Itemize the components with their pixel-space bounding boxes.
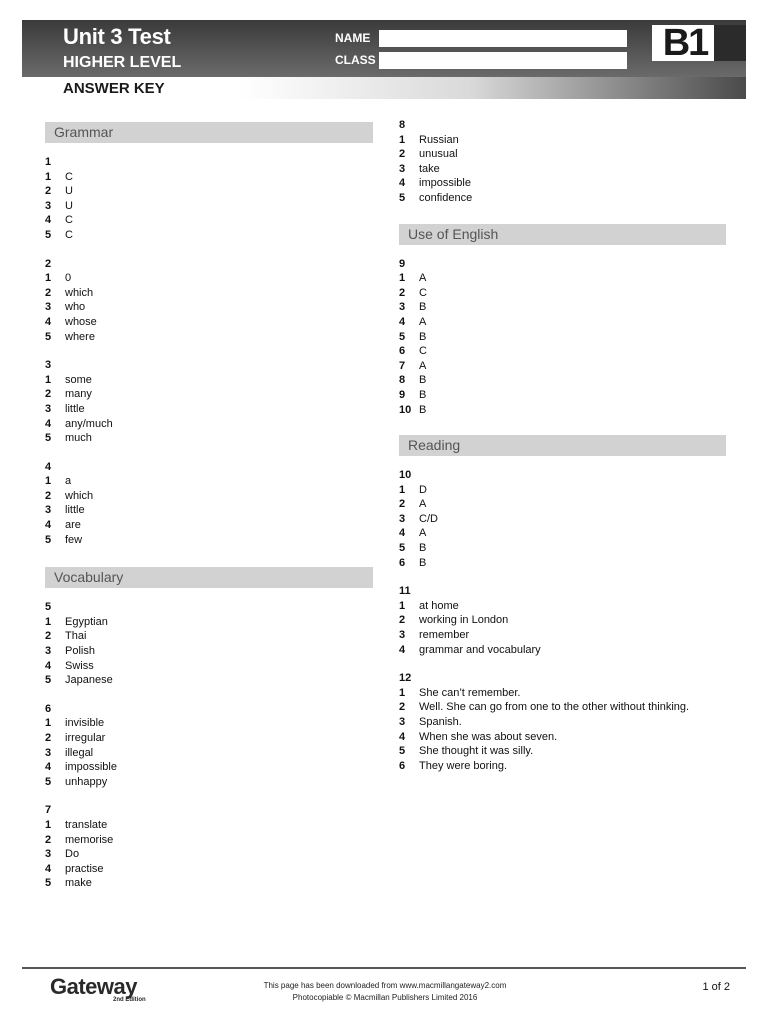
answer-item (399, 700, 726, 715)
class-field[interactable] (379, 52, 627, 69)
footer-rule (22, 967, 746, 969)
answer-item-number: 3 (45, 746, 52, 759)
vocabulary-exercises-left (45, 600, 373, 891)
answer-text: Polish (65, 645, 95, 658)
answer-item-number: 6 (399, 345, 406, 358)
answer-item (399, 628, 726, 643)
answer-text: C (65, 170, 73, 183)
answer-item (399, 730, 726, 745)
exercise-6 (45, 702, 373, 790)
exercise-4 (45, 460, 373, 548)
class-label: CLASS (335, 53, 376, 67)
answer-item-number: 5 (45, 533, 52, 546)
edition-label: 2nd Edition (113, 997, 146, 1003)
answer-item-number: 1 (45, 615, 52, 628)
exercise-8 (399, 118, 726, 206)
answer-text: A (419, 315, 427, 328)
answer-item (45, 775, 373, 790)
answer-item-number: 9 (399, 388, 406, 401)
answer-text: B (419, 542, 427, 555)
answer-item (45, 615, 373, 630)
answer-item (399, 300, 726, 315)
answer-item (399, 715, 726, 730)
answer-item-number: 4 (399, 643, 406, 656)
answer-text: which (65, 286, 94, 299)
answer-text: A (419, 527, 427, 540)
answer-item (45, 402, 373, 417)
grammar-section-title: Grammar (54, 124, 114, 140)
left-column (45, 118, 373, 905)
answer-text: Spanish. (419, 716, 462, 728)
answer-item (45, 387, 373, 402)
answer-item (45, 199, 373, 214)
answer-item (399, 147, 726, 162)
answer-item (45, 746, 373, 761)
answer-text: a (65, 475, 72, 488)
answer-item-number: 5 (399, 330, 406, 343)
answer-item-number: 2 (45, 732, 52, 744)
answer-item (399, 497, 726, 512)
answer-item (399, 686, 726, 701)
answer-item-number: 3 (399, 162, 406, 175)
answer-text: remember (419, 629, 470, 642)
answer-item-number: 3 (45, 848, 52, 861)
answer-item (45, 286, 373, 301)
answer-item (399, 403, 726, 418)
answer-text: C/D (419, 512, 438, 525)
exercise-number: 8 (399, 119, 406, 131)
use-of-english-section-title: Use of English (408, 225, 499, 242)
answer-item-number: 4 (399, 527, 406, 540)
answer-item-number: 2 (399, 148, 406, 161)
answer-item-number: 6 (399, 759, 406, 772)
exercise-9 (399, 257, 726, 418)
answer-item-number: 5 (399, 191, 406, 204)
answer-item-number: 2 (399, 701, 406, 714)
answer-item-number: 5 (45, 330, 52, 343)
exercise-number: 4 (45, 460, 52, 473)
answer-text: Well. She can go from one to the other without thinking. (419, 701, 690, 714)
name-field[interactable] (379, 30, 627, 47)
answer-text: are (65, 519, 81, 532)
answer-text: grammar and vocabulary (419, 643, 541, 656)
answer-item-number: 1 (45, 272, 52, 285)
vocabulary-section-bar (45, 567, 373, 588)
answer-item (45, 533, 373, 548)
answer-item-number: 5 (45, 674, 52, 687)
answer-text: Egyptian (65, 615, 108, 628)
answer-item-number: 3 (45, 301, 52, 314)
answer-text: D (419, 483, 427, 496)
answer-text: unusual (419, 148, 458, 161)
answer-text: A (419, 359, 427, 372)
answer-item-number: 10 (399, 403, 412, 416)
answer-item-number: 3 (45, 504, 52, 517)
answer-item-number: 2 (45, 388, 52, 401)
answer-item-number: 3 (399, 629, 406, 642)
answer-text: A (419, 498, 427, 511)
answer-item (45, 474, 373, 489)
exercise-10 (399, 468, 726, 570)
answer-text: memorise (65, 833, 114, 846)
answer-item-number: 1 (399, 599, 406, 612)
answer-text: irregular (65, 732, 106, 744)
answer-item (399, 643, 726, 658)
use-of-english-section-bar (399, 224, 726, 245)
answer-item (45, 184, 373, 199)
answer-item (45, 629, 373, 644)
answer-item (399, 759, 726, 774)
answer-item (399, 541, 726, 556)
answer-item (45, 330, 373, 345)
answer-item-number: 7 (399, 359, 406, 372)
answer-item-number: 2 (45, 489, 52, 502)
answer-item (399, 162, 726, 177)
answer-item-number: 3 (399, 716, 406, 728)
exercise-7 (45, 803, 373, 891)
exercise-number: 9 (399, 257, 406, 270)
answer-item-number: 1 (45, 373, 52, 386)
answer-text: who (65, 301, 86, 314)
answer-item-number: 1 (45, 170, 52, 183)
answer-item (399, 286, 726, 301)
answer-text: 0 (65, 272, 72, 285)
answer-item (45, 818, 373, 833)
answer-text: She thought it was silly. (419, 745, 534, 758)
answer-item (399, 271, 726, 286)
download-notice: This page has been downloaded from www.macmillangateway2.com (263, 981, 507, 990)
answer-item-number: 2 (45, 833, 52, 846)
answer-text: take (419, 162, 440, 175)
answer-item (45, 659, 373, 674)
answer-text: practise (65, 862, 104, 875)
answer-item (399, 483, 726, 498)
answer-item-number: 2 (399, 614, 406, 627)
answer-item (45, 315, 373, 330)
answer-item-number: 4 (399, 315, 406, 328)
exercise-11 (399, 584, 726, 657)
answer-text: Do (65, 848, 80, 861)
answer-text: Japanese (65, 674, 113, 687)
answer-text: C (65, 214, 73, 227)
answer-text: make (65, 877, 92, 890)
copyright-notice: Photocopiable © Macmillan Publishers Limited 2016 (292, 993, 478, 1002)
answer-item (45, 862, 373, 877)
answer-item-number: 5 (45, 228, 52, 241)
answer-item (45, 644, 373, 659)
answer-text: little (65, 402, 85, 415)
answer-item-number: 2 (399, 286, 406, 299)
answer-key-heading: ANSWER KEY (63, 80, 165, 97)
answer-item (45, 373, 373, 388)
answer-item-number: 4 (399, 730, 406, 743)
right-column (399, 118, 726, 787)
answer-item-number: 4 (45, 214, 52, 227)
use-of-english-exercises (399, 257, 726, 418)
answer-item-number: 5 (399, 745, 406, 758)
answer-item (399, 556, 726, 571)
answer-text: unhappy (65, 775, 108, 788)
exercise-5 (45, 600, 373, 688)
answer-item-number: 3 (399, 301, 406, 314)
level-badge-accent (714, 25, 746, 61)
answer-item-number: 4 (45, 761, 52, 774)
answer-text: She can’t remember. (419, 686, 521, 699)
reading-section-bar (399, 435, 726, 456)
answer-text: working in London (419, 614, 509, 627)
answer-item (45, 228, 373, 243)
answer-text: impossible (419, 177, 471, 190)
exercise-number: 10 (399, 469, 412, 482)
answer-text: illegal (65, 746, 94, 759)
answer-text: which (65, 489, 94, 502)
answer-item (45, 673, 373, 688)
answer-text: A (419, 272, 427, 285)
answer-text: some (65, 373, 92, 386)
answer-item-number: 4 (45, 659, 52, 672)
answer-text: few (65, 533, 83, 546)
answer-item (45, 170, 373, 185)
answer-item (45, 716, 373, 731)
vocabulary-section-title: Vocabulary (54, 569, 124, 586)
answer-item (45, 489, 373, 504)
answer-text: Thai (65, 630, 87, 643)
answer-item (45, 760, 373, 775)
answer-item (399, 373, 726, 388)
answer-item (399, 599, 726, 614)
answer-text: U (65, 199, 73, 212)
answer-item (45, 833, 373, 848)
answer-item (45, 847, 373, 862)
answer-item-number: 3 (399, 512, 406, 525)
answer-item-number: 4 (399, 177, 406, 190)
answer-item (45, 213, 373, 228)
exercise-3 (45, 358, 373, 446)
answer-item-number: 1 (399, 133, 406, 146)
answer-text: B (419, 330, 427, 343)
exercise-number: 11 (399, 585, 411, 598)
answer-item-number: 2 (45, 286, 52, 299)
answer-text: impossible (65, 761, 117, 774)
grammar-exercises (45, 155, 373, 547)
level-title: HIGHER LEVEL (63, 54, 182, 71)
answer-item-number: 5 (45, 775, 52, 788)
answer-item-number: 1 (45, 818, 52, 831)
answer-text: invisible (65, 717, 105, 730)
answer-text: confidence (419, 191, 473, 204)
answer-text: They were boring. (419, 759, 508, 772)
answer-text: at home (419, 599, 459, 612)
answer-item-number: 2 (399, 498, 406, 511)
answer-item (399, 613, 726, 628)
answer-text: U (65, 185, 73, 198)
answer-item (399, 344, 726, 359)
exercise-number: 12 (399, 672, 412, 685)
answer-item-number: 4 (45, 519, 52, 532)
answer-text: B (419, 301, 427, 314)
exercise-number: 3 (45, 359, 52, 372)
answer-item-number: 5 (45, 877, 52, 890)
answer-item (45, 876, 373, 891)
gateway-logo: Gateway (50, 974, 137, 999)
answer-text: Swiss (65, 659, 94, 672)
reading-section-title: Reading (408, 437, 461, 454)
answer-item (399, 330, 726, 345)
reading-exercises (399, 468, 726, 773)
answer-item-number: 1 (45, 475, 52, 488)
answer-item (45, 503, 373, 518)
answer-item (399, 133, 726, 148)
answer-item (45, 731, 373, 746)
answer-item-number: 8 (399, 374, 406, 387)
answer-text: C (65, 228, 73, 241)
answer-item-number: 3 (45, 199, 52, 212)
answer-text: C (419, 345, 427, 358)
answer-item-number: 1 (399, 686, 406, 699)
exercise-number: 7 (45, 804, 52, 817)
answer-item-number: 1 (399, 272, 406, 285)
answer-text: When she was about seven. (419, 730, 558, 743)
answer-text: B (419, 556, 427, 569)
answer-item-number: 1 (45, 717, 52, 730)
unit-title: Unit 3 Test (63, 24, 171, 49)
answer-item-number: 4 (45, 862, 52, 875)
answer-item (399, 744, 726, 759)
answer-item (45, 518, 373, 533)
answer-text: where (65, 330, 95, 343)
exercise-number: 6 (45, 702, 52, 715)
page-number: 1 of 2 (702, 981, 730, 993)
answer-item-number: 6 (399, 556, 406, 569)
answer-item-number: 1 (399, 483, 406, 496)
answer-text: B (419, 374, 427, 387)
exercise-1 (45, 155, 373, 243)
answer-item-number: 2 (45, 185, 52, 198)
answer-text: much (65, 432, 92, 445)
answer-item (45, 271, 373, 286)
answer-item (399, 176, 726, 191)
answer-item-number: 3 (45, 402, 52, 415)
answer-item (399, 512, 726, 527)
answer-text: many (65, 388, 92, 401)
exercise-number: 1 (45, 156, 52, 168)
exercise-number: 2 (45, 257, 52, 270)
answer-item-number: 4 (45, 315, 52, 328)
answer-item-number: 4 (45, 417, 52, 430)
answer-item (399, 359, 726, 374)
answer-text: whose (65, 315, 97, 328)
answer-item-number: 5 (399, 542, 406, 555)
exercise-number: 5 (45, 601, 52, 614)
answer-item (45, 300, 373, 315)
answer-text: B (419, 403, 427, 416)
answer-item-number: 3 (45, 645, 52, 658)
level-badge-text: B1 (662, 22, 708, 64)
answer-item (45, 431, 373, 446)
answer-item (399, 315, 726, 330)
answer-text: Russian (419, 133, 459, 146)
grammar-section-bar (45, 122, 373, 143)
exercise-12 (399, 671, 726, 773)
answer-text: any/much (65, 417, 113, 430)
answer-item-number: 5 (45, 432, 52, 445)
answer-text: translate (65, 818, 108, 831)
answer-item (399, 191, 726, 206)
answer-text: little (65, 504, 85, 517)
answer-item-number: 2 (45, 630, 52, 643)
answer-text: B (419, 388, 427, 401)
vocabulary-exercises-right (399, 118, 726, 206)
answer-item (399, 388, 726, 403)
answer-item (399, 526, 726, 541)
answer-text: C (419, 286, 427, 299)
name-label: NAME (335, 31, 371, 45)
exercise-2 (45, 257, 373, 345)
answer-item (45, 417, 373, 432)
